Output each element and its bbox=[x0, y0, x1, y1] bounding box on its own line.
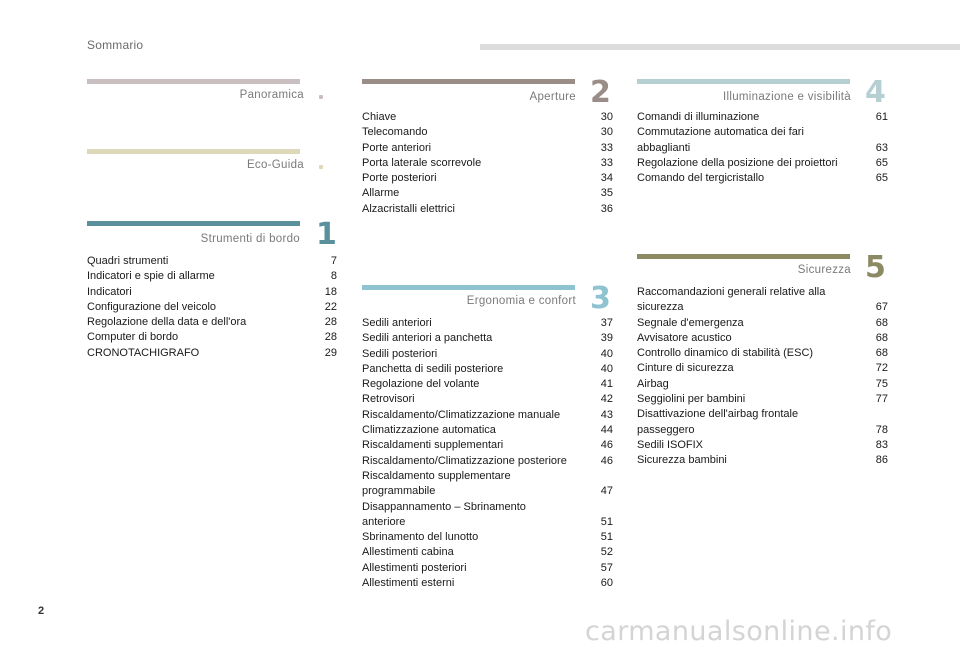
toc-entry[interactable] bbox=[362, 423, 613, 438]
toc-entry-page: 7 bbox=[330, 255, 337, 267]
toc-entry-label: Comandi di illuminazione bbox=[637, 111, 760, 123]
toc-entry-label: Allestimenti esterni bbox=[362, 577, 455, 590]
toc-entry[interactable] bbox=[362, 316, 613, 331]
toc-entry-label: Allestimenti cabina bbox=[362, 546, 454, 559]
section-number: 2 bbox=[590, 75, 611, 110]
section-strumenti bbox=[87, 217, 337, 371]
toc-entry[interactable] bbox=[362, 156, 613, 171]
toc-entry-label: Controllo dinamico di stabilità (ESC) bbox=[637, 347, 814, 360]
toc-entry[interactable] bbox=[362, 377, 613, 392]
toc-entry-page: 47 bbox=[600, 485, 613, 498]
toc-entry-page: 46 bbox=[600, 454, 613, 467]
toc-entry-label: Sicurezza bambini bbox=[637, 454, 727, 467]
entries bbox=[637, 110, 888, 186]
toc-entry[interactable] bbox=[362, 141, 613, 156]
section-ergonomia bbox=[362, 281, 613, 595]
toc-entry-page: 28 bbox=[324, 331, 337, 344]
toc-entry[interactable] bbox=[637, 316, 888, 331]
toc-entry-page: 40 bbox=[600, 347, 613, 360]
section-bullet bbox=[319, 165, 323, 169]
toc-entry[interactable] bbox=[87, 315, 337, 330]
toc-entry-page: 68 bbox=[875, 331, 888, 344]
toc-entry-label: Sedili anteriori bbox=[362, 317, 432, 329]
toc-entry-label: Panchetta di sedili posteriore bbox=[362, 362, 504, 375]
toc-entry-label: Porte anteriori bbox=[362, 141, 432, 154]
toc-entry-page: 35 bbox=[600, 187, 613, 200]
toc-entry[interactable] bbox=[362, 500, 613, 531]
toc-entry-page: 37 bbox=[600, 317, 613, 329]
toc-entry[interactable] bbox=[637, 125, 888, 156]
toc-entry-label: Avvisatore acustico bbox=[637, 331, 732, 344]
toc-entry[interactable] bbox=[362, 186, 613, 201]
toc-entry-label: Riscaldamento supplementare programmabile bbox=[362, 469, 511, 498]
toc-entry[interactable] bbox=[362, 408, 613, 423]
toc-entry[interactable] bbox=[637, 156, 888, 171]
toc-entry[interactable] bbox=[362, 110, 613, 125]
toc-entry[interactable] bbox=[637, 346, 888, 361]
toc-entry-page: 33 bbox=[600, 141, 613, 154]
section-bar bbox=[87, 79, 300, 84]
section-title[interactable]: Strumenti di bordo bbox=[200, 233, 300, 245]
page-header-title: Sommario bbox=[87, 38, 144, 52]
entries bbox=[87, 254, 337, 361]
toc-entry-page: 68 bbox=[875, 347, 888, 360]
entries bbox=[362, 110, 613, 217]
toc-entry-label: Quadri strumenti bbox=[87, 255, 169, 267]
toc-entry-label: Retrovisori bbox=[362, 393, 415, 406]
entries bbox=[362, 316, 613, 591]
toc-entry-label: Riscaldamento/Climatizzazione posteriore bbox=[362, 454, 567, 467]
section-bar bbox=[362, 79, 575, 84]
section-title[interactable]: Eco-Guida bbox=[246, 159, 304, 171]
toc-entry[interactable] bbox=[87, 330, 337, 345]
toc-entry-label: Raccomandazioni generali relative alla sicurezza bbox=[637, 286, 826, 314]
toc-entry[interactable] bbox=[362, 438, 613, 453]
toc-entry-page: 63 bbox=[875, 141, 888, 154]
toc-entry-label: CRONOTACHIGRAFO bbox=[87, 346, 200, 359]
toc-entry[interactable] bbox=[87, 300, 337, 315]
toc-entry[interactable] bbox=[637, 438, 888, 453]
section-bar bbox=[362, 285, 575, 290]
section-number: 1 bbox=[316, 217, 337, 252]
toc-entry-page: 57 bbox=[600, 561, 613, 574]
toc-entry-label: Chiave bbox=[362, 111, 397, 123]
toc-entry[interactable] bbox=[87, 254, 337, 269]
toc-entry[interactable] bbox=[362, 362, 613, 377]
toc-entry-label: Sedili anteriori a panchetta bbox=[362, 332, 493, 345]
toc-entry-page: 30 bbox=[600, 126, 613, 139]
toc-entry-label: Alzacristalli elettrici bbox=[362, 202, 455, 215]
toc-entry-page: 61 bbox=[875, 111, 888, 123]
section-panoramica bbox=[87, 79, 337, 109]
toc-entry[interactable] bbox=[637, 377, 888, 392]
toc-entry-label: Indicatori bbox=[87, 285, 132, 298]
toc-entry-label: Disappannamento – Sbrinamento anteriore bbox=[362, 500, 526, 528]
toc-entry[interactable] bbox=[362, 331, 613, 346]
section-title[interactable]: Ergonomia e confort bbox=[466, 295, 576, 307]
toc-entry[interactable] bbox=[637, 361, 888, 376]
section-bar bbox=[87, 149, 300, 154]
toc-entry-page: 75 bbox=[875, 377, 888, 390]
toc-entry-label: Regolazione della posizione dei proiettori bbox=[637, 156, 838, 169]
toc-entry[interactable] bbox=[637, 453, 888, 468]
toc-entry[interactable] bbox=[362, 125, 613, 140]
section-sicurezza bbox=[637, 250, 888, 474]
toc-entry-label: Porta laterale scorrevole bbox=[362, 156, 482, 169]
toc-entry-label: Computer di bordo bbox=[87, 331, 179, 344]
toc-entry-page: 86 bbox=[875, 454, 888, 467]
toc-entry[interactable] bbox=[87, 269, 337, 284]
toc-entry-page: 28 bbox=[324, 316, 337, 329]
toc-entry-page: 43 bbox=[600, 408, 613, 421]
toc-entry-label: Telecomando bbox=[362, 126, 428, 139]
toc-entry-label: Disattivazione dell'airbag frontale passeggero bbox=[637, 408, 799, 436]
toc-entry-page: 41 bbox=[600, 378, 613, 391]
toc-entry-page: 34 bbox=[600, 172, 613, 185]
section-bar bbox=[637, 254, 850, 259]
section-title[interactable]: Aperture bbox=[529, 91, 576, 103]
section-bar bbox=[87, 221, 300, 226]
toc-entry-label: Seggiolini per bambini bbox=[637, 393, 746, 406]
toc-entry-label: Riscaldamento/Climatizzazione manuale bbox=[362, 408, 561, 421]
toc-entry-label: Sedili posteriori bbox=[362, 347, 438, 360]
toc-entry[interactable] bbox=[362, 530, 613, 545]
toc-entry[interactable] bbox=[637, 171, 888, 186]
page-number: 2 bbox=[38, 605, 45, 617]
entries bbox=[637, 285, 888, 469]
toc-entry-label: Segnale d'emergenza bbox=[637, 316, 744, 329]
toc-entry[interactable] bbox=[362, 202, 613, 217]
toc-entry[interactable] bbox=[362, 392, 613, 407]
toc-entry[interactable] bbox=[362, 454, 613, 469]
section-title[interactable]: Sicurezza bbox=[797, 264, 851, 276]
section-aperture bbox=[362, 75, 613, 229]
toc-entry-page: 83 bbox=[875, 438, 888, 451]
toc-entry-page: 51 bbox=[600, 531, 613, 544]
section-number: 3 bbox=[590, 281, 611, 316]
toc-entry-label: Airbag bbox=[637, 377, 669, 390]
toc-entry-page: 33 bbox=[600, 156, 613, 169]
toc-entry-page: 30 bbox=[600, 111, 613, 123]
toc-entry-page: 18 bbox=[324, 285, 337, 298]
toc-entry[interactable] bbox=[637, 331, 888, 346]
toc-entry[interactable] bbox=[362, 469, 613, 500]
section-bar bbox=[637, 79, 850, 84]
toc-entry-label: Regolazione della data e dell'ora bbox=[87, 316, 247, 329]
section-bullet bbox=[319, 95, 323, 99]
toc-entry[interactable] bbox=[362, 545, 613, 560]
toc-entry-page: 36 bbox=[600, 202, 613, 215]
toc-entry-label: Sbrinamento del lunotto bbox=[362, 531, 479, 544]
toc-entry-label: Configurazione del veicolo bbox=[87, 300, 217, 313]
section-number: 4 bbox=[865, 75, 886, 110]
toc-entry-page: 60 bbox=[600, 577, 613, 590]
toc-entry-label: Allarme bbox=[362, 187, 400, 200]
toc-entry[interactable] bbox=[637, 392, 888, 407]
section-illuminazione bbox=[637, 75, 888, 199]
toc-entry-label: Commutazione automatica dei fari abbaglianti bbox=[637, 126, 804, 154]
toc-entry[interactable] bbox=[637, 285, 888, 316]
watermark: carmanualsonline.info bbox=[585, 616, 893, 647]
section-number: 5 bbox=[865, 250, 886, 285]
toc-entry[interactable] bbox=[87, 285, 337, 300]
toc-entry-page: 72 bbox=[875, 362, 888, 375]
section-eco-guida bbox=[87, 149, 337, 179]
toc-entry[interactable] bbox=[362, 171, 613, 186]
toc-entry-page: 39 bbox=[600, 332, 613, 345]
toc-entry-page: 65 bbox=[875, 156, 888, 169]
toc-entry-label: Allestimenti posteriori bbox=[362, 561, 467, 574]
toc-entry-page: 22 bbox=[324, 300, 337, 313]
toc-entry-label: Climatizzazione automatica bbox=[362, 424, 496, 437]
header-bar bbox=[480, 44, 960, 50]
toc-entry-page: 8 bbox=[330, 270, 337, 283]
toc-entry[interactable] bbox=[87, 346, 337, 361]
toc-entry-label: Riscaldamenti supplementari bbox=[362, 439, 504, 452]
toc-entry-page: 44 bbox=[600, 424, 613, 437]
section-title[interactable]: Panoramica bbox=[239, 89, 304, 101]
toc-entry-page: 29 bbox=[324, 346, 337, 359]
toc-entry-page: 78 bbox=[875, 423, 888, 436]
toc-entry[interactable] bbox=[362, 347, 613, 362]
toc-entry-label: Cinture di sicurezza bbox=[637, 362, 734, 375]
toc-entry-page: 67 bbox=[875, 301, 888, 314]
toc-entry-page: 68 bbox=[875, 316, 888, 329]
toc-entry-label: Porte posteriori bbox=[362, 172, 437, 185]
toc-entry[interactable] bbox=[362, 561, 613, 576]
toc-entry[interactable] bbox=[362, 576, 613, 591]
toc-entry-page: 51 bbox=[600, 515, 613, 528]
toc-entry-page: 52 bbox=[600, 546, 613, 559]
toc-entry[interactable] bbox=[637, 110, 888, 125]
toc-entry-label: Indicatori e spie di allarme bbox=[87, 270, 215, 283]
toc-entry-label: Comando del tergicristallo bbox=[637, 172, 765, 185]
toc-entry-label: Regolazione del volante bbox=[362, 378, 480, 391]
toc-entry[interactable] bbox=[637, 407, 888, 438]
section-title[interactable]: Illuminazione e visibilità bbox=[723, 91, 851, 103]
toc-entry-page: 42 bbox=[600, 393, 613, 406]
toc-entry-page: 77 bbox=[875, 393, 888, 406]
toc-entry-page: 65 bbox=[875, 172, 888, 185]
toc-entry-page: 40 bbox=[600, 362, 613, 375]
toc-entry-page: 46 bbox=[600, 439, 613, 452]
toc-entry-label: Sedili ISOFIX bbox=[637, 438, 704, 451]
